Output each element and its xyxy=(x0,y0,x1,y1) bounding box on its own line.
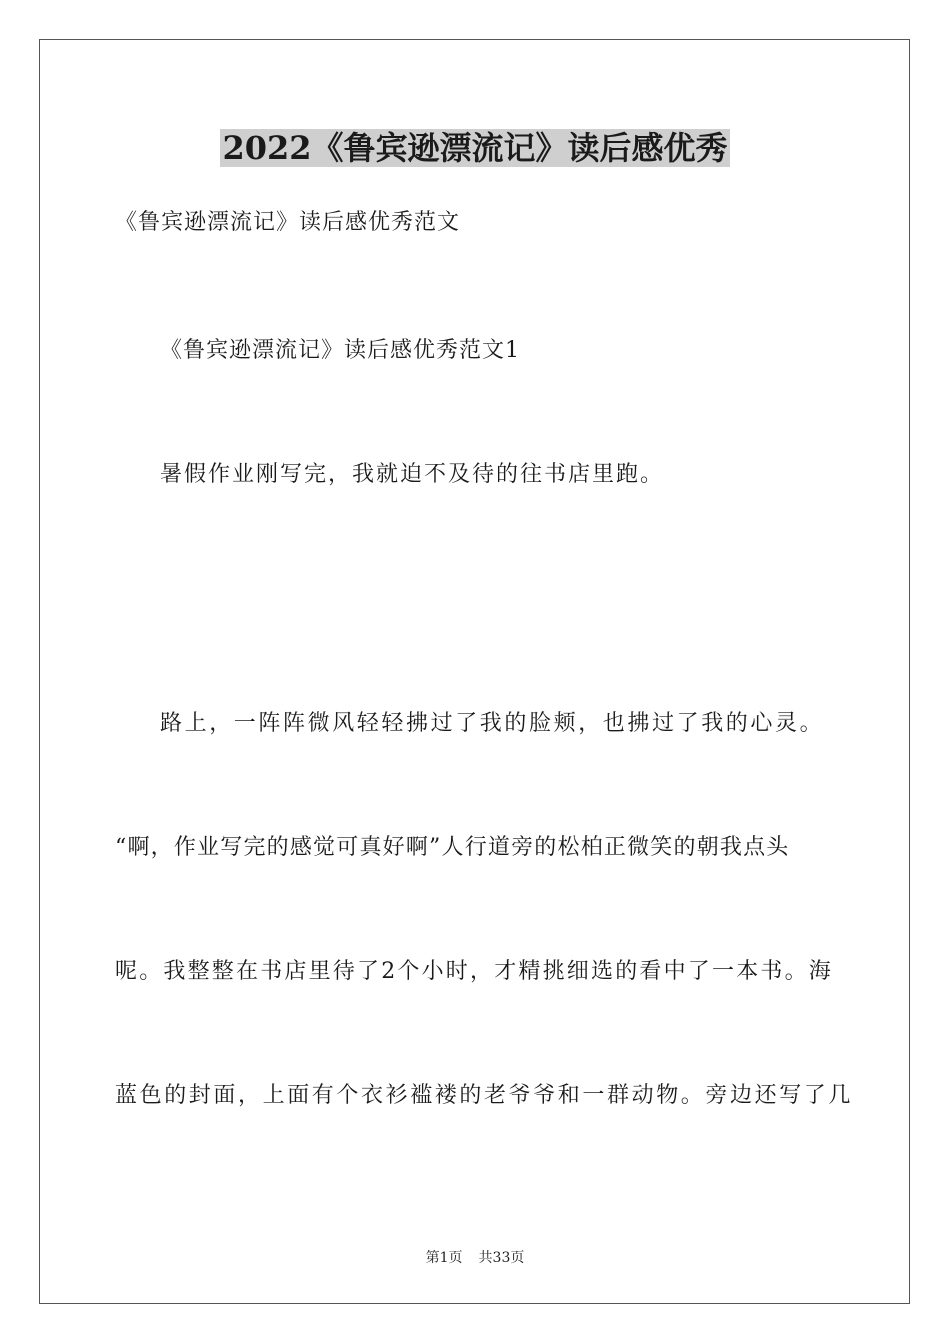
document-title-text: 2022《鲁宾逊漂流记》读后感优秀 xyxy=(222,129,728,167)
paragraph-line: “啊，作业写完的感觉可真好啊”人行道旁的松柏正微笑的朝我点头 xyxy=(115,835,790,860)
paragraph-line: 呢。我整整在书店里待了2个小时，才精挑细选的看中了一本书。海 xyxy=(115,959,833,984)
paragraph-line: 路上，一阵阵微风轻轻拂过了我的脸颊，也拂过了我的心灵。 xyxy=(160,711,825,736)
page-total: 共33页 xyxy=(478,1250,525,1266)
paragraph-line: 蓝色的封面，上面有个衣衫褴褛的老爷爷和一群动物。旁边还写了几 xyxy=(115,1083,854,1108)
section-heading: 《鲁宾逊漂流记》读后感优秀范文1 xyxy=(160,338,520,363)
page-footer xyxy=(0,1249,950,1267)
document-subtitle: 《鲁宾逊漂流记》读后感优秀范文 xyxy=(115,210,461,235)
page-number: 第1页 xyxy=(425,1250,463,1266)
document-title xyxy=(0,126,950,170)
paragraph-line: 暑假作业刚写完，我就迫不及待的往书店里跑。 xyxy=(160,462,665,487)
